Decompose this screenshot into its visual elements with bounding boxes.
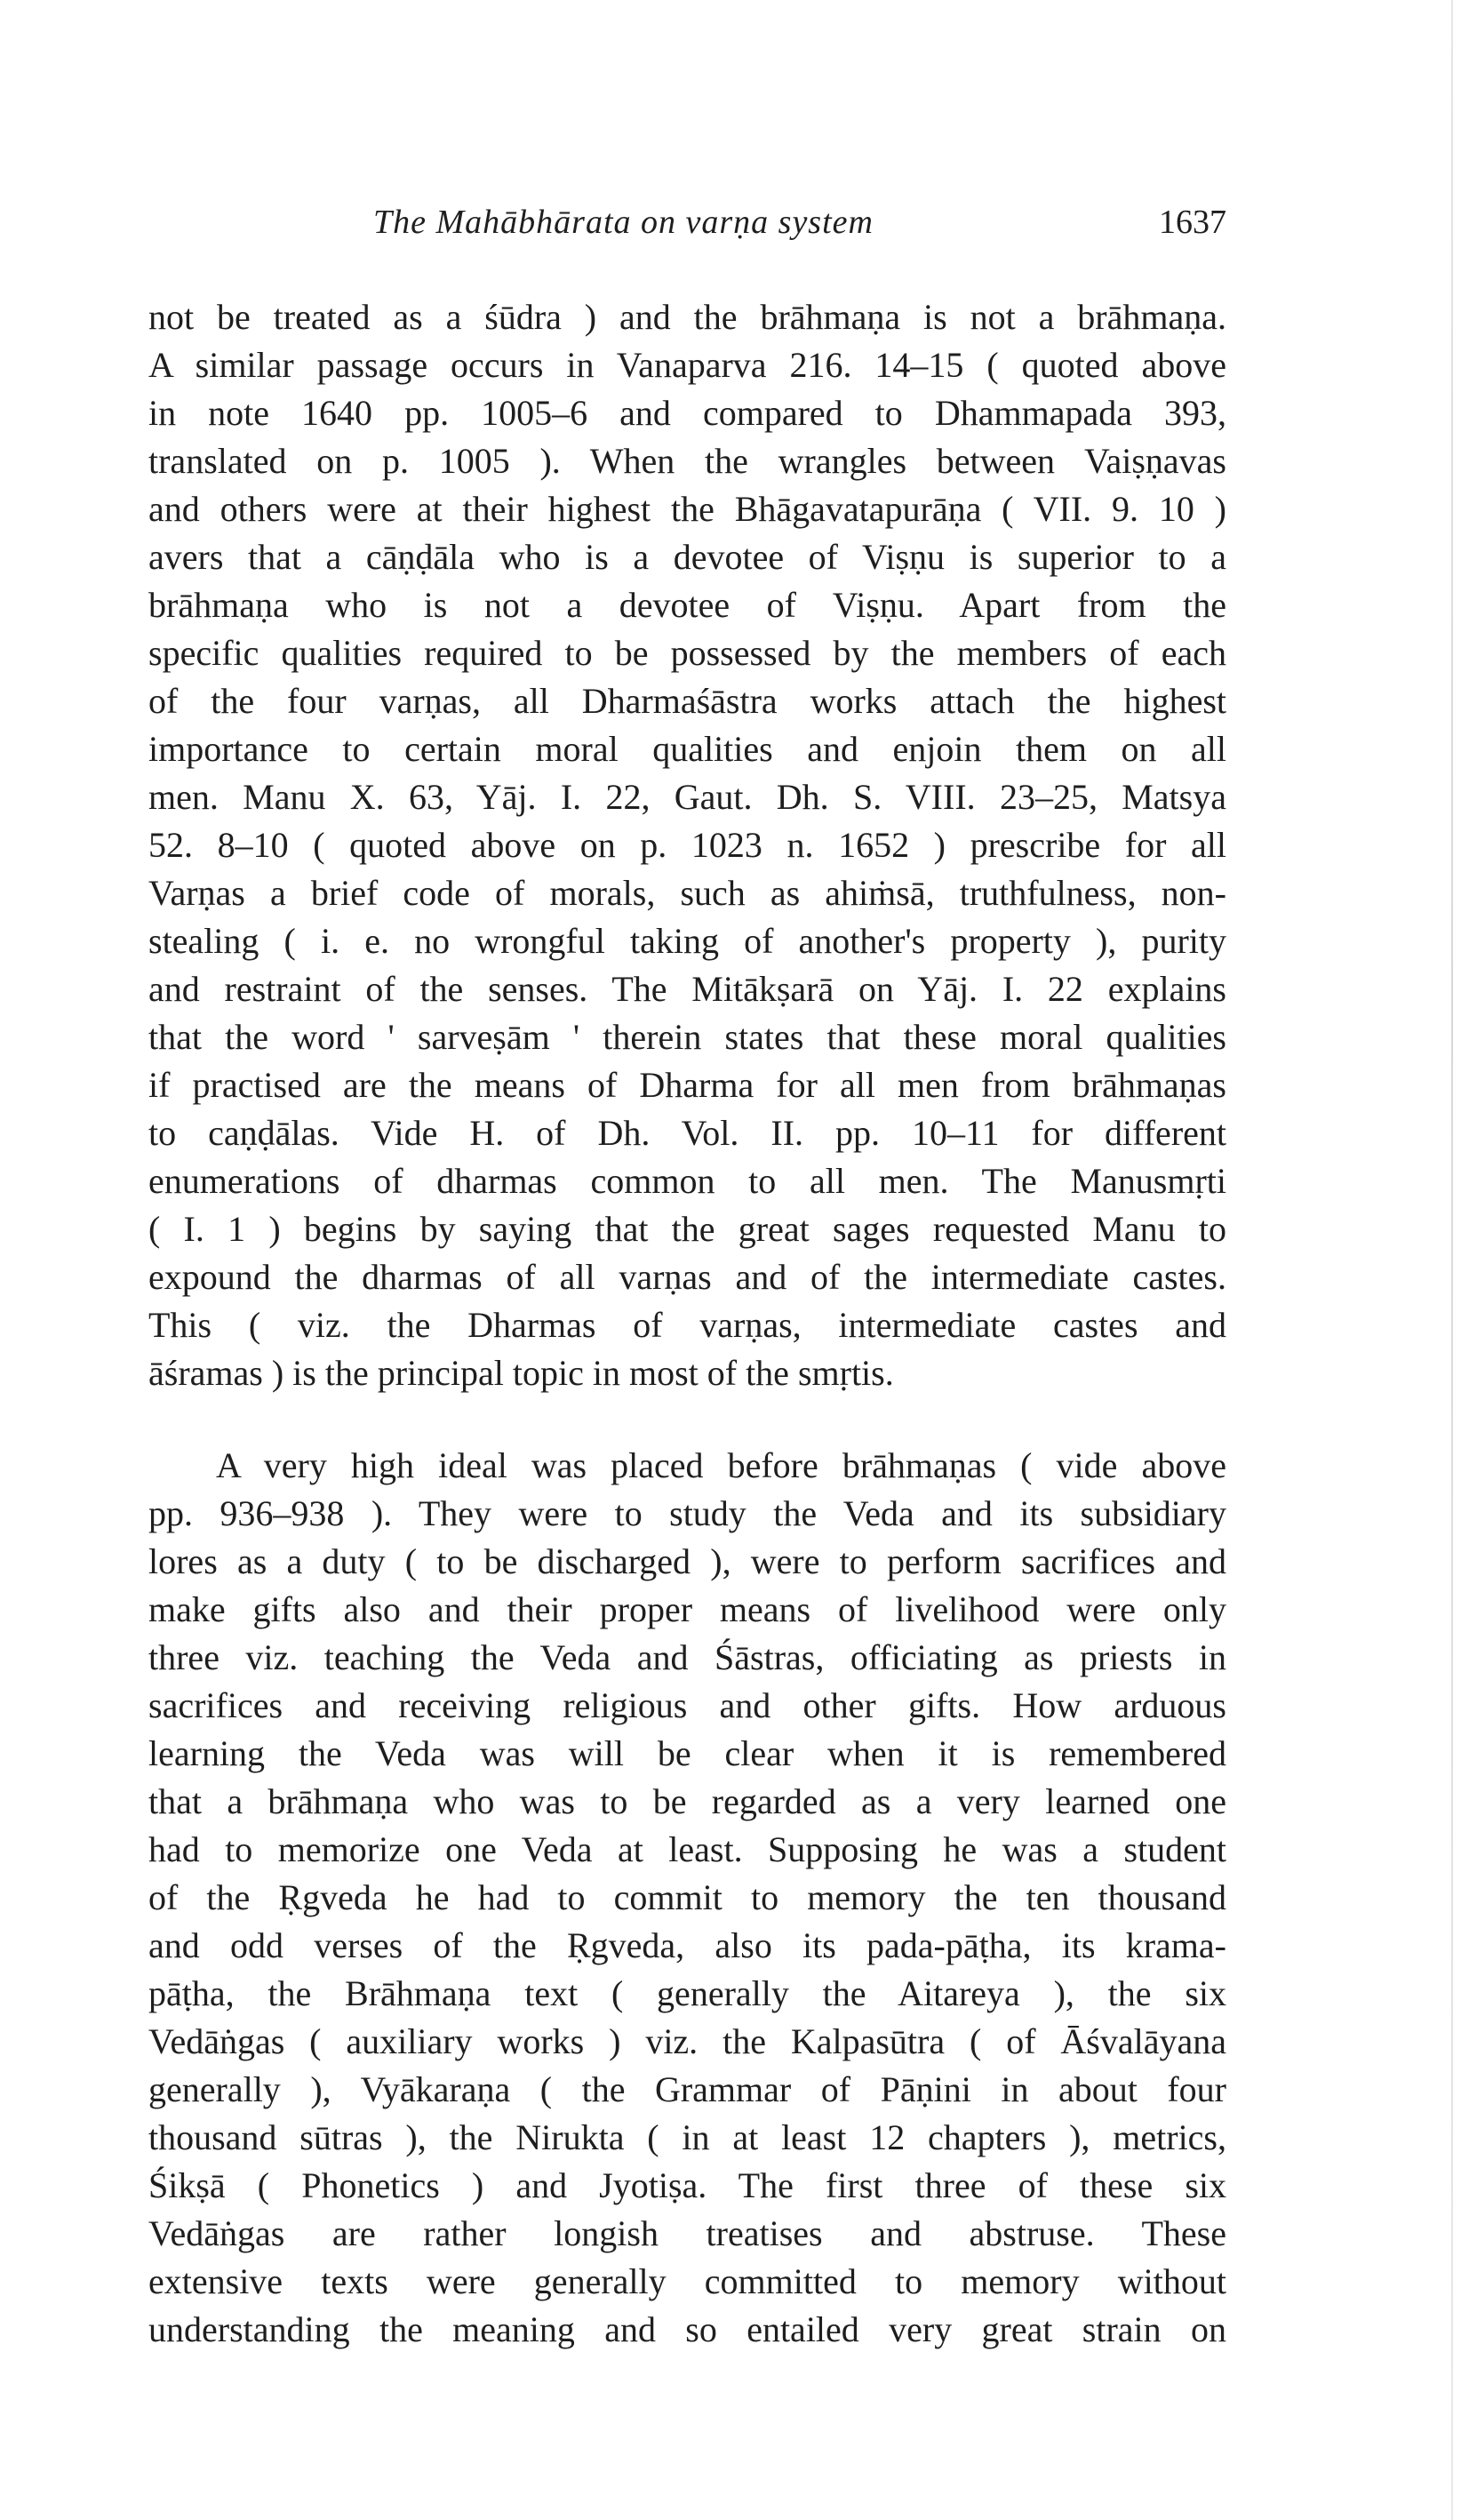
text-line: had to memorize one Veda at least. Supposing he was a student [148,1829,1226,1869]
text-line: ( I. 1 ) begins by saying that the great sages requested Manu to [148,1209,1226,1249]
page-number: 1637 [1159,204,1226,241]
text-line: sacrifices and receiving religious and other gifts. How arduous [148,1685,1226,1725]
text-line: importance to certain moral qualities and enjoin them on all [148,729,1226,769]
text-line: āśramas ) is the principal topic in most of the smṛtis. [148,1353,894,1393]
text-line: Varṇas a brief code of morals, such as ahiṁsā, truthfulness, non- [148,873,1226,913]
text-line: extensive texts were generally committed to memory without [148,2261,1226,2301]
running-head [151,203,1226,256]
text-line: and others were at their highest the Bhāgavatapurāṇa ( VII. 9. 10 ) [148,489,1226,529]
text-line: and restraint of the senses. The Mitākṣarā on Yāj. I. 22 explains [148,969,1226,1009]
text-line: A very high ideal was placed before brāhmaṇas ( vide above [216,1445,1226,1485]
text-line: thousand sūtras ), the Nirukta ( in at least 12 chapters ), metrics, [148,2117,1226,2157]
text-line: brāhmaṇa who is not a devotee of Viṣṇu. Apart from the [148,585,1226,625]
text-line: to caṇḍālas. Vide H. of Dh. Vol. II. pp. 10–11 for different [148,1113,1226,1153]
scan-edge [1451,0,1453,2520]
text-line: lores as a duty ( to be discharged ), were to perform sacrifices and [148,1541,1226,1581]
text-line: enumerations of dharmas common to all men. The Manusmṛti [148,1161,1226,1201]
text-line: A similar passage occurs in Vanaparva 216. 14–15 ( quoted above [148,345,1226,385]
text-line: This ( viz. the Dharmas of varṇas, intermediate castes and [148,1305,1226,1345]
text-line: if practised are the means of Dharma for all men from brāhmaṇas [148,1065,1226,1105]
text-line: avers that a cāṇḍāla who is a devotee of Viṣṇu is superior to a [148,537,1226,577]
text-line: Śikṣā ( Phonetics ) and Jyotiṣa. The first three of these six [148,2165,1226,2205]
text-line: Vedāṅgas ( auxiliary works ) viz. the Kalpasūtra ( of Āśvalāyana [148,2021,1226,2061]
text-line: that a brāhmaṇa who was to be regarded as a very learned one [148,1781,1226,1821]
text-line: of the Ṛgveda he had to commit to memory the ten thousand [148,1877,1226,1917]
text-line: of the four varṇas, all Dharmaśāstra works attach the highest [148,681,1226,721]
text-line: that the word ' sarveṣām ' therein states that these moral qualities [148,1017,1226,1057]
text-line: not be treated as a śūdra ) and the brāhmaṇa is not a brāhmaṇa. [148,297,1226,337]
text-line: understanding the meaning and so entailed very great strain on [148,2309,1226,2349]
text-line: in note 1640 pp. 1005–6 and compared to Dhammapada 393, [148,393,1226,433]
text-line: learning the Veda was will be clear when it is remembered [148,1733,1226,1773]
text-line: and odd verses of the Ṛgveda, also its pada-pāṭha, its krama- [148,1925,1226,1965]
text-line: pāṭha, the Brāhmaṇa text ( generally the Aitareya ), the six [148,1973,1226,2013]
text-line: 52. 8–10 ( quoted above on p. 1023 n. 1652 ) prescribe for all [148,825,1226,865]
running-title: The Mahābhārata on varṇa system [373,204,874,241]
text-line: stealing ( i. e. no wrongful taking of another's property ), purity [148,921,1226,961]
text-line: men. Manu X. 63, Yāj. I. 22, Gaut. Dh. S. VIII. 23–25, Matsya [148,777,1226,817]
text-line: expound the dharmas of all varṇas and of the intermediate castes. [148,1257,1226,1297]
text-line: generally ), Vyākaraṇa ( the Grammar of Pāṇini in about four [148,2069,1226,2109]
text-line: Vedāṅgas are rather longish treatises and abstruse. These [148,2213,1226,2253]
text-line: translated on p. 1005 ). When the wrangles between Vaiṣṇavas [148,441,1226,481]
text-line: make gifts also and their proper means of livelihood were only [148,1589,1226,1629]
text-line: specific qualities required to be possessed by the members of each [148,633,1226,673]
text-line: pp. 936–938 ). They were to study the Veda and its subsidiary [148,1493,1226,1533]
text-line: three viz. teaching the Veda and Śāstras, officiating as priests in [148,1637,1226,1677]
